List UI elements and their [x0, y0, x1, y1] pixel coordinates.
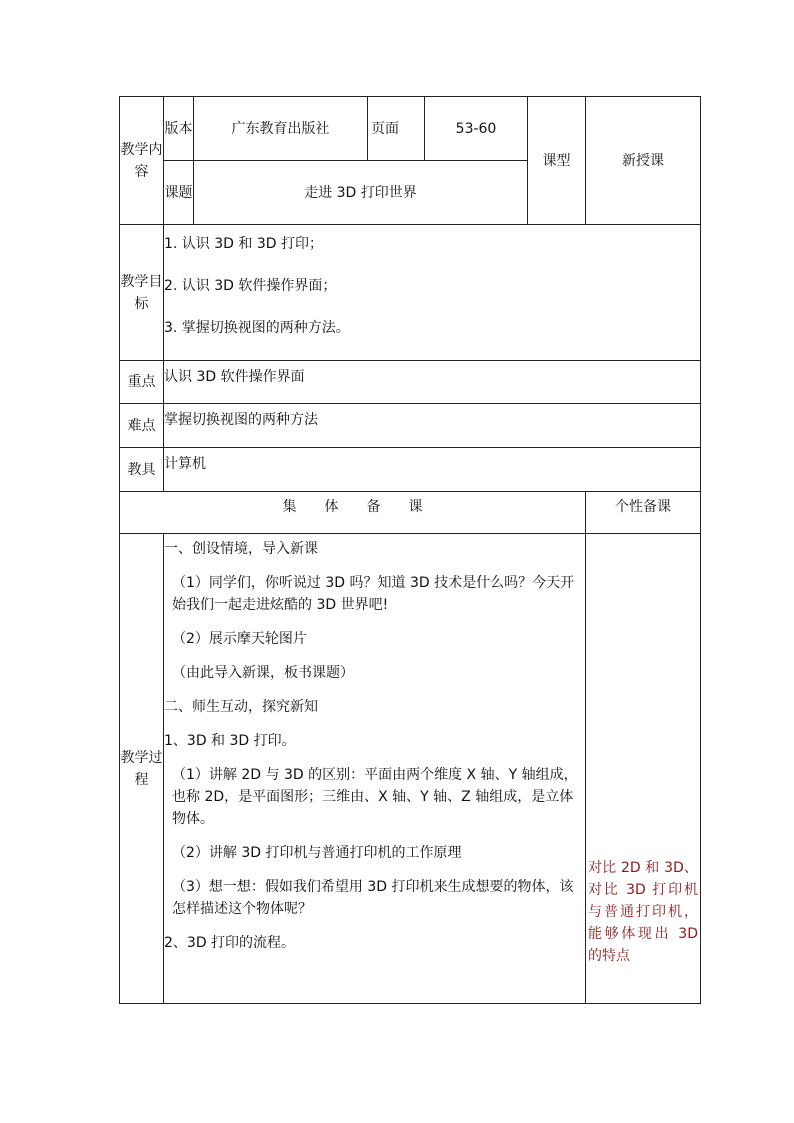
page-label: 页面	[368, 97, 425, 161]
personal-note: 对比 2D 和 3D、对比 3D 打印机与普通打印机，能够体现出 3D 的特点	[586, 534, 701, 1004]
tools-value: 计算机	[164, 448, 701, 492]
process-line: 一、创设情境，导入新课	[164, 541, 318, 557]
process-line: 2、3D 打印的流程。	[164, 935, 296, 951]
goals-label: 教学目标	[120, 225, 164, 361]
key-point-value: 认识 3D 软件操作界面	[164, 361, 701, 404]
process-line: （3）想一想：假如我们希望用 3D 打印机来生成想要的物体，该怎样描述这个物体呢？	[172, 879, 574, 917]
topic-label: 课题	[164, 161, 194, 225]
process-line: （1）同学们，你听说过 3D 吗？知道 3D 技术是什么吗？今天开始我们一起走进炫酷的 3D 世界吧!	[172, 575, 575, 613]
page-value: 53-60	[425, 97, 528, 161]
content-label: 教学内容	[120, 97, 164, 225]
goals-list	[164, 225, 701, 361]
goal-item: 2. 认识 3D 软件操作界面；	[164, 278, 337, 294]
difficulty-label: 难点	[120, 404, 164, 448]
goal-item: 1. 认识 3D 和 3D 打印；	[164, 236, 323, 252]
difficulty-value: 掌握切换视图的两种方法	[164, 404, 701, 448]
process-line: （2）展示摩天轮图片	[172, 631, 307, 647]
process-content	[164, 534, 586, 1004]
key-point-label: 重点	[120, 361, 164, 404]
process-label: 教学过程	[120, 534, 164, 1004]
goal-item: 3. 掌握切换视图的两种方法。	[164, 320, 350, 336]
personal-prep-header: 个性备课	[586, 492, 701, 534]
edition-value: 广东教育出版社	[194, 97, 368, 161]
edition-label: 版本	[164, 97, 194, 161]
collective-prep-header: 集 体 备 课	[120, 492, 586, 534]
process-line: 1、3D 和 3D 打印。	[164, 733, 296, 749]
topic-value: 走进 3D 打印世界	[194, 161, 528, 225]
lesson-type-value: 新授课	[586, 97, 701, 225]
process-line: （由此导入新课，板书课题）	[172, 665, 354, 681]
lesson-plan-table	[119, 96, 701, 1004]
process-line: 二、师生互动，探究新知	[164, 699, 318, 715]
lesson-type-label: 课型	[528, 97, 586, 225]
process-line: （2）讲解 3D 打印机与普通打印机的工作原理	[172, 845, 462, 861]
process-line: （1）讲解 2D 与 3D 的区别：平面由两个维度 X 轴、Y 轴组成，也称 2D，是平面图形；三维由、X 轴、Y 轴、Z 轴组成，是立体物体。	[172, 767, 578, 827]
tools-label: 教具	[120, 448, 164, 492]
